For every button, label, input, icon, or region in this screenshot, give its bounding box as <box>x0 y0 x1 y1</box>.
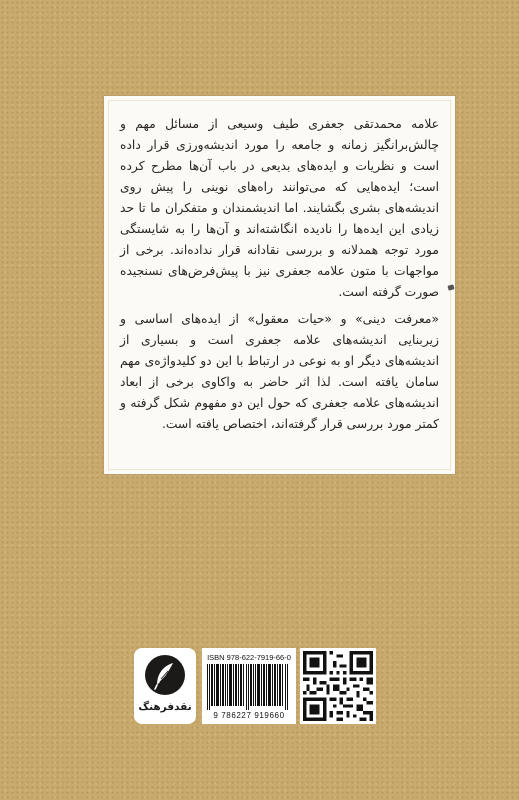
barcode-bars <box>207 664 291 710</box>
publisher-name: نقدفرهنگ <box>138 701 192 713</box>
blurb-paragraph-1: علامه محمدتقی جعفری طیف وسیعی از مسائل مهم و چالش‌برانگیز زمانه و جامعه را مورد اندیشه‌ورزی قرار داده است و نظریات و ایده‌های بدیعی در باب آن‌ها مطرح کرده است؛ ایده‌هایی که می‌توانند راه‌های نوینی را پیش روی اندیشه‌های بشری بگشایند. اما اندیشمندان و متفکران ما تا حد زیادی این ایده‌ها را نادیده انگاشته‌اند و آن‌ها را به شایستگی مورد توجه همدلانه و بررسی نقادانه قرار نداده‌اند. برخی از مواجهات با متون علامه جعفری نیز با پیش‌فرض‌های نسنجیده صورت گرفته است. <box>120 117 439 299</box>
isbn-label: ISBN 978-622-7919-66-0 <box>207 653 291 662</box>
blurb-text <box>120 114 439 435</box>
barcode-digits: 9 786227 919660 <box>213 711 285 720</box>
blurb-panel <box>103 95 456 475</box>
isbn-barcode <box>202 648 296 724</box>
feather-quill-icon <box>145 655 185 695</box>
blurb-paragraph-2: «معرفت دینی» و «حیات معقول» از ایده‌های اساسی و زیربنایی اندیشه‌های علامه جعفری است و بسیاری از اندیشه‌های دیگر او به نوعی در ارتباط با این دو کلیدواژه‌ی مهم سامان یافته است. لذا اثر حاضر به واکاوی برخی از ابعاد اندیشه‌های علامه جعفری که حول این دو مفهوم شکل گرفته و کمتر مورد بررسی قرار گرفته‌اند، اختصاص یافته است. <box>120 312 439 431</box>
qr-code-icon <box>300 648 376 724</box>
publisher-logo <box>134 648 196 724</box>
